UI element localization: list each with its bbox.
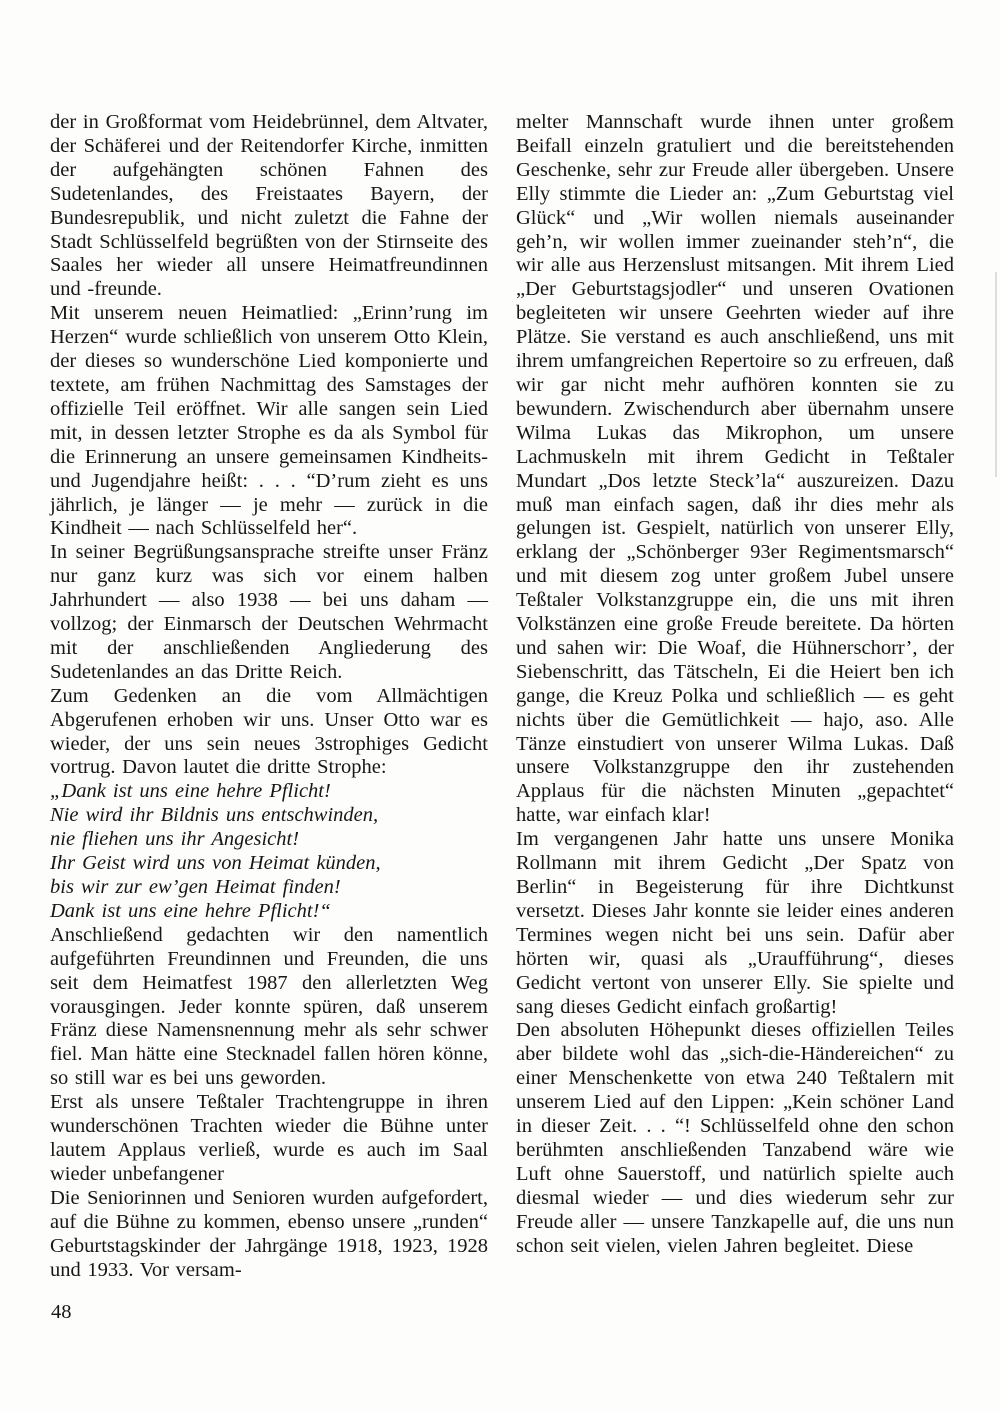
paragraph: Erst als unsere Teßtaler Trachtengruppe in ihren wunderschönen Trachten wieder die Bühne unter lautem Applaus verließ, wurde es auch im Saal wieder unbefangener [50,1091,488,1185]
poem-line: Nie wird ihr Bildnis uns entschwinden, [50,804,379,827]
poem-line: nie fliehen uns ihr Angesicht! [50,828,300,851]
poem-line: Dank ist uns eine hehre Pflicht!“ [50,899,331,922]
text-column-right [516,111,954,1259]
paragraph: Zum Gedenken an die vom Allmächtigen Abgerufenen erhoben wir uns. Unser Otto war es wieder, der uns sein neues 3strophiges Gedicht vortrug. Davon lautet die dritte Strophe: [50,684,488,779]
paragraph: der in Großformat vom Heidebrünnel, dem Altvater, der Schäferei und der Reitendorfer Kirche, inmitten der aufgehängten schönen Fahnen des Sudetenlandes, des Freistaates Bayern, der Bundesrepublik, und nicht zuletzt die Fahne der Stadt Schlüsselfeld begrüßten von der Stirnseite des Saales her wieder all unsere Heimatfreundinnen und -freunde. [50,111,488,301]
paragraph: Den absoluten Höhepunkt dieses offiziellen Teiles aber bildete wohl das „sich-die-Händereichen“ zu einer Menschenkette von etwa 240 Teßtalern mit unserem Lied auf den Lippen: „Kein schöner Land in dieser Zeit. . . “! Schlüsselfeld ohne den schon berühmten anschließenden Tanzabend wäre wie Luft ohne Sauerstoff, und natürlich spielte auch diesmal wieder — und dies wiederum sehr zur Freude aller — unsere Tanzkapelle auf, die uns nun schon seit vielen, vielen Jahren begleitet. Diese [516,1019,954,1257]
page-number: 48 [51,1301,72,1323]
poem-line: bis wir zur ew’gen Heimat finden! [50,876,341,898]
poem-line: „Dank ist uns eine hehre Pflicht! [50,780,331,803]
text-column-left [50,111,488,1282]
paragraph: Mit unserem neuen Heimatlied: „Erinn’rung im Herzen“ wurde schließlich von unserem Otto Klein, der dieses so wunderschöne Lied komponierte und textete, am frühen Nachmittag des Samstages der offizielle Teil eröffnet. Wir alle sangen sein Lied mit, in dessen letzter Strophe es da als Symbol für die Erinnerung an unsere gemeinsamen Kindheits- und Jugendjahre heißt: . . . “D’rum zieht es uns jährlich, je länger — je mehr — zurück in die Kindheit — nach Schlüsselfeld her“. [50,302,488,540]
poem-line: Ihr Geist wird uns von Heimat künden, [50,852,381,875]
paragraph: Die Seniorinnen und Senioren wurden aufgefordert, auf die Bühne zu kommen, ebenso unsere „runden“ Geburtstagskinder der Jahrgänge 1918, 1923, 1928 und 1933. Vor versam- [50,1186,488,1281]
paragraph: Anschließend gedachten wir den namentlich aufgeführten Freundinnen und Freunden, die uns seit dem Heimatfest 1987 den allerletzten Weg vorausgingen. Jeder konnte spüren, daß unserem Fränz diese Namensnennung mehr als sehr schwer fiel. Man hätte eine Stecknadel fallen hören könne, so still war es bei uns geworden. [50,923,488,1090]
scan-artifact-line [995,272,997,477]
poem-stanza [50,780,488,923]
paragraph: In seiner Begrüßungsansprache streifte unser Fränz nur ganz kurz was sich vor einem halben Jahrhundert — also 1938 — bei uns daham — vollzog; der Einmarsch der Deutschen Wehrmacht mit der anschließenden Angliederung des Sudetenlandes an das Dritte Reich. [50,541,488,683]
paragraph: melter Mannschaft wurde ihnen unter großem Beifall einzeln gratuliert und die bereitstehenden Geschenke, sehr zur Freude aller übergeben. Unsere Elly stimmte die Lieder an: „Zum Geburtstag viel Glück“ und „Wir wollen niemals auseinander geh’n, wir wollen immer zueinander steh’n“, die wir alle aus Herzenslust mitsangen. Mit ihrem Lied „Der Geburtstagsjodler“ und unseren Ovationen begleiteten wir unsere Geehrten wieder auf ihre Plätze. Sie verstand es auch anschließend, uns mit ihrem umfangreichen Repertoire so zu erfreuen, daß wir gar nicht mehr aufhören konnten sie zu bewundern. Zwischendurch aber übernahm unsere Wilma Lukas das Mikrophon, um unsere Lachmuskeln mit ihrem Gedicht in Teßtaler Mundart „Dos letzte Steck’la“ auszureizen. Dazu muß man einfach sagen, daß ihr dies mehr als gelungen ist. Gespielt, natürlich von unserer Elly, erklang der „Schönberger 93er Regimentsmarsch“ und mit diesem zog unter großem Jubel unsere Teßtaler Volkstanzgruppe ein, die uns mit ihren Volkstänzen eine große Freude bereitete. Da hörten und sahen wir: Die Woaf, die Hühnerschorr’, der Siebenschritt, das Tätscheln, Ei die Heiert ben ich gange, die Kreuz Polka und schließlich — es geht nichts über die Gemütlichkeit — hajo, aso. Alle Tänze einstudiert von unserer Wilma Lukas. Daß unsere Volkstanzgruppe den ihr zustehenden Applaus für die nächsten Minuten „gepachtet“ hatte, war einfach klar! [516,111,954,827]
paragraph: Im vergangenen Jahr hatte uns unsere Monika Rollmann mit ihrem Gedicht „Der Spatz von Berlin“ in Begeisterung für ihre Dichtkunst versetzt. Dieses Jahr konnte sie leider eines anderen Termines wegen nicht bei uns sein. Dafür aber hörten wir, quasi als „Uraufführung“, dieses Gedicht vertont von unserer Elly. Sie spielte und sang dieses Gedicht einfach großartig! [516,828,954,1018]
